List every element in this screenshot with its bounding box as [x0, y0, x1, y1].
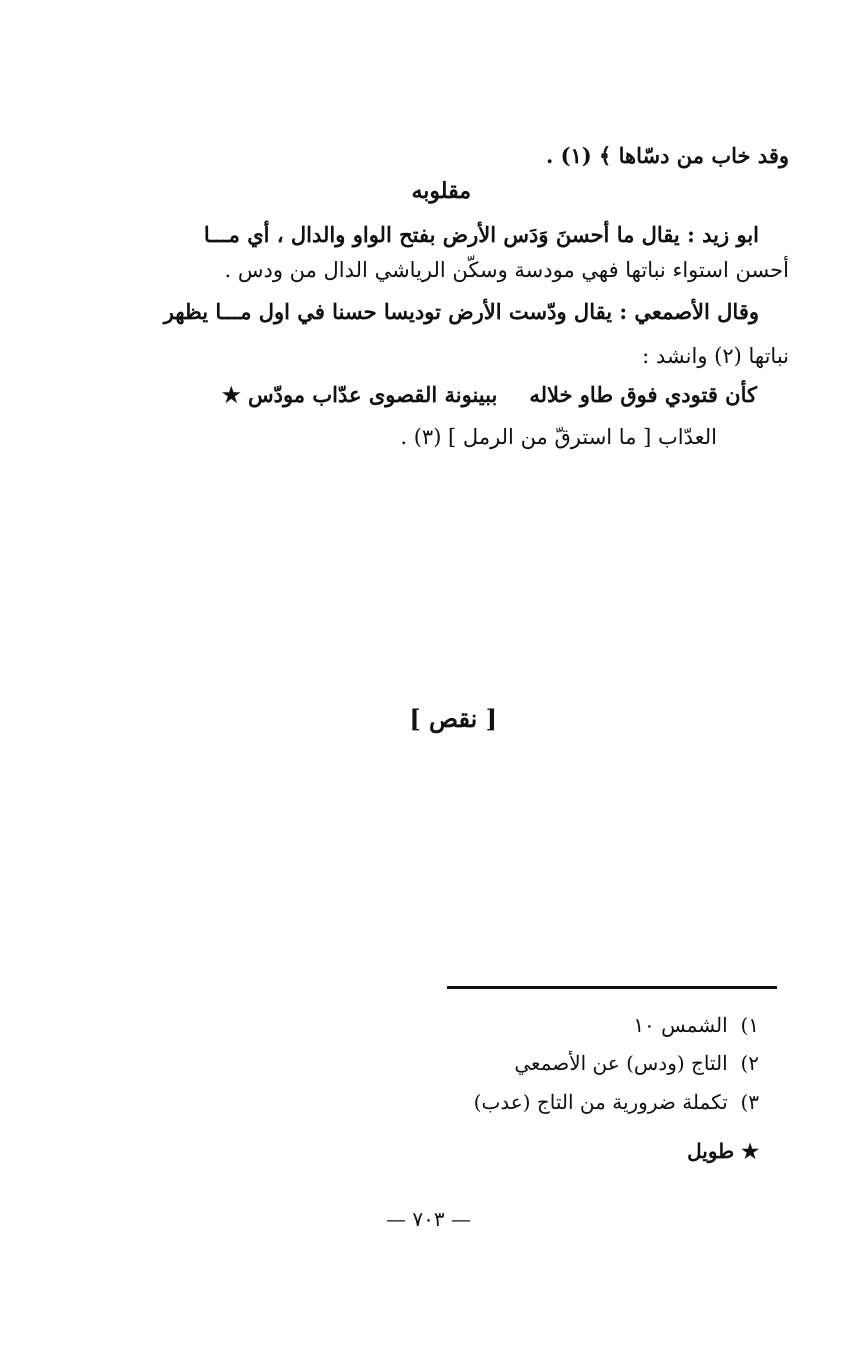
lacuna-marker: [ نقص ]	[409, 704, 497, 733]
footnote-text: الشمس ١٠	[633, 1013, 728, 1037]
footnote-2	[514, 1048, 759, 1078]
footnote-divider	[447, 986, 777, 989]
footnote-1	[633, 1010, 759, 1040]
footnote-number: ٣)	[740, 1090, 759, 1114]
verse-hemistich-1: كأن قتودي فوق طاو خلاله	[529, 382, 757, 407]
section-heading: مقلوبه	[411, 178, 471, 204]
footnote-text: تكملة ضرورية من التاج (عدب)	[473, 1090, 728, 1114]
text-line-6: العدّاب [ ما استرقّ من الرمل ] (٣) .	[400, 425, 717, 449]
verse-line	[222, 380, 757, 410]
page-number: — ٧٠٣ —	[386, 1207, 471, 1231]
text-line-3: أحسن استواء نباتها فهي مودسة وسكّن الرياشي الدال من ودس .	[224, 258, 789, 282]
verse-hemistich-2: ببينونة القصوى عدّاب مودّس ★	[221, 382, 498, 407]
footnote-number: ٢)	[740, 1051, 759, 1075]
footnote-3	[474, 1087, 759, 1117]
meter-note: ★ طويل	[687, 1139, 759, 1163]
footnote-number: ١)	[740, 1013, 759, 1037]
text-line-5: نباتها (٢) وانشد :	[642, 344, 789, 368]
text-line-4: وقال الأصمعي : يقال ودّست الأرض توديسا حسنا في اول مـــا يظهر	[163, 299, 759, 324]
text-line-2: ابو زيد : يقال ما أحسنَ وَدَس الأرض بفتح الواو والدال ، أي مـــا	[203, 222, 759, 247]
text-line-1: وقد خاب من دسّاها ﴾ (١) .	[545, 143, 789, 168]
footnote-text: التاج (ودس) عن الأصمعي	[514, 1051, 728, 1075]
